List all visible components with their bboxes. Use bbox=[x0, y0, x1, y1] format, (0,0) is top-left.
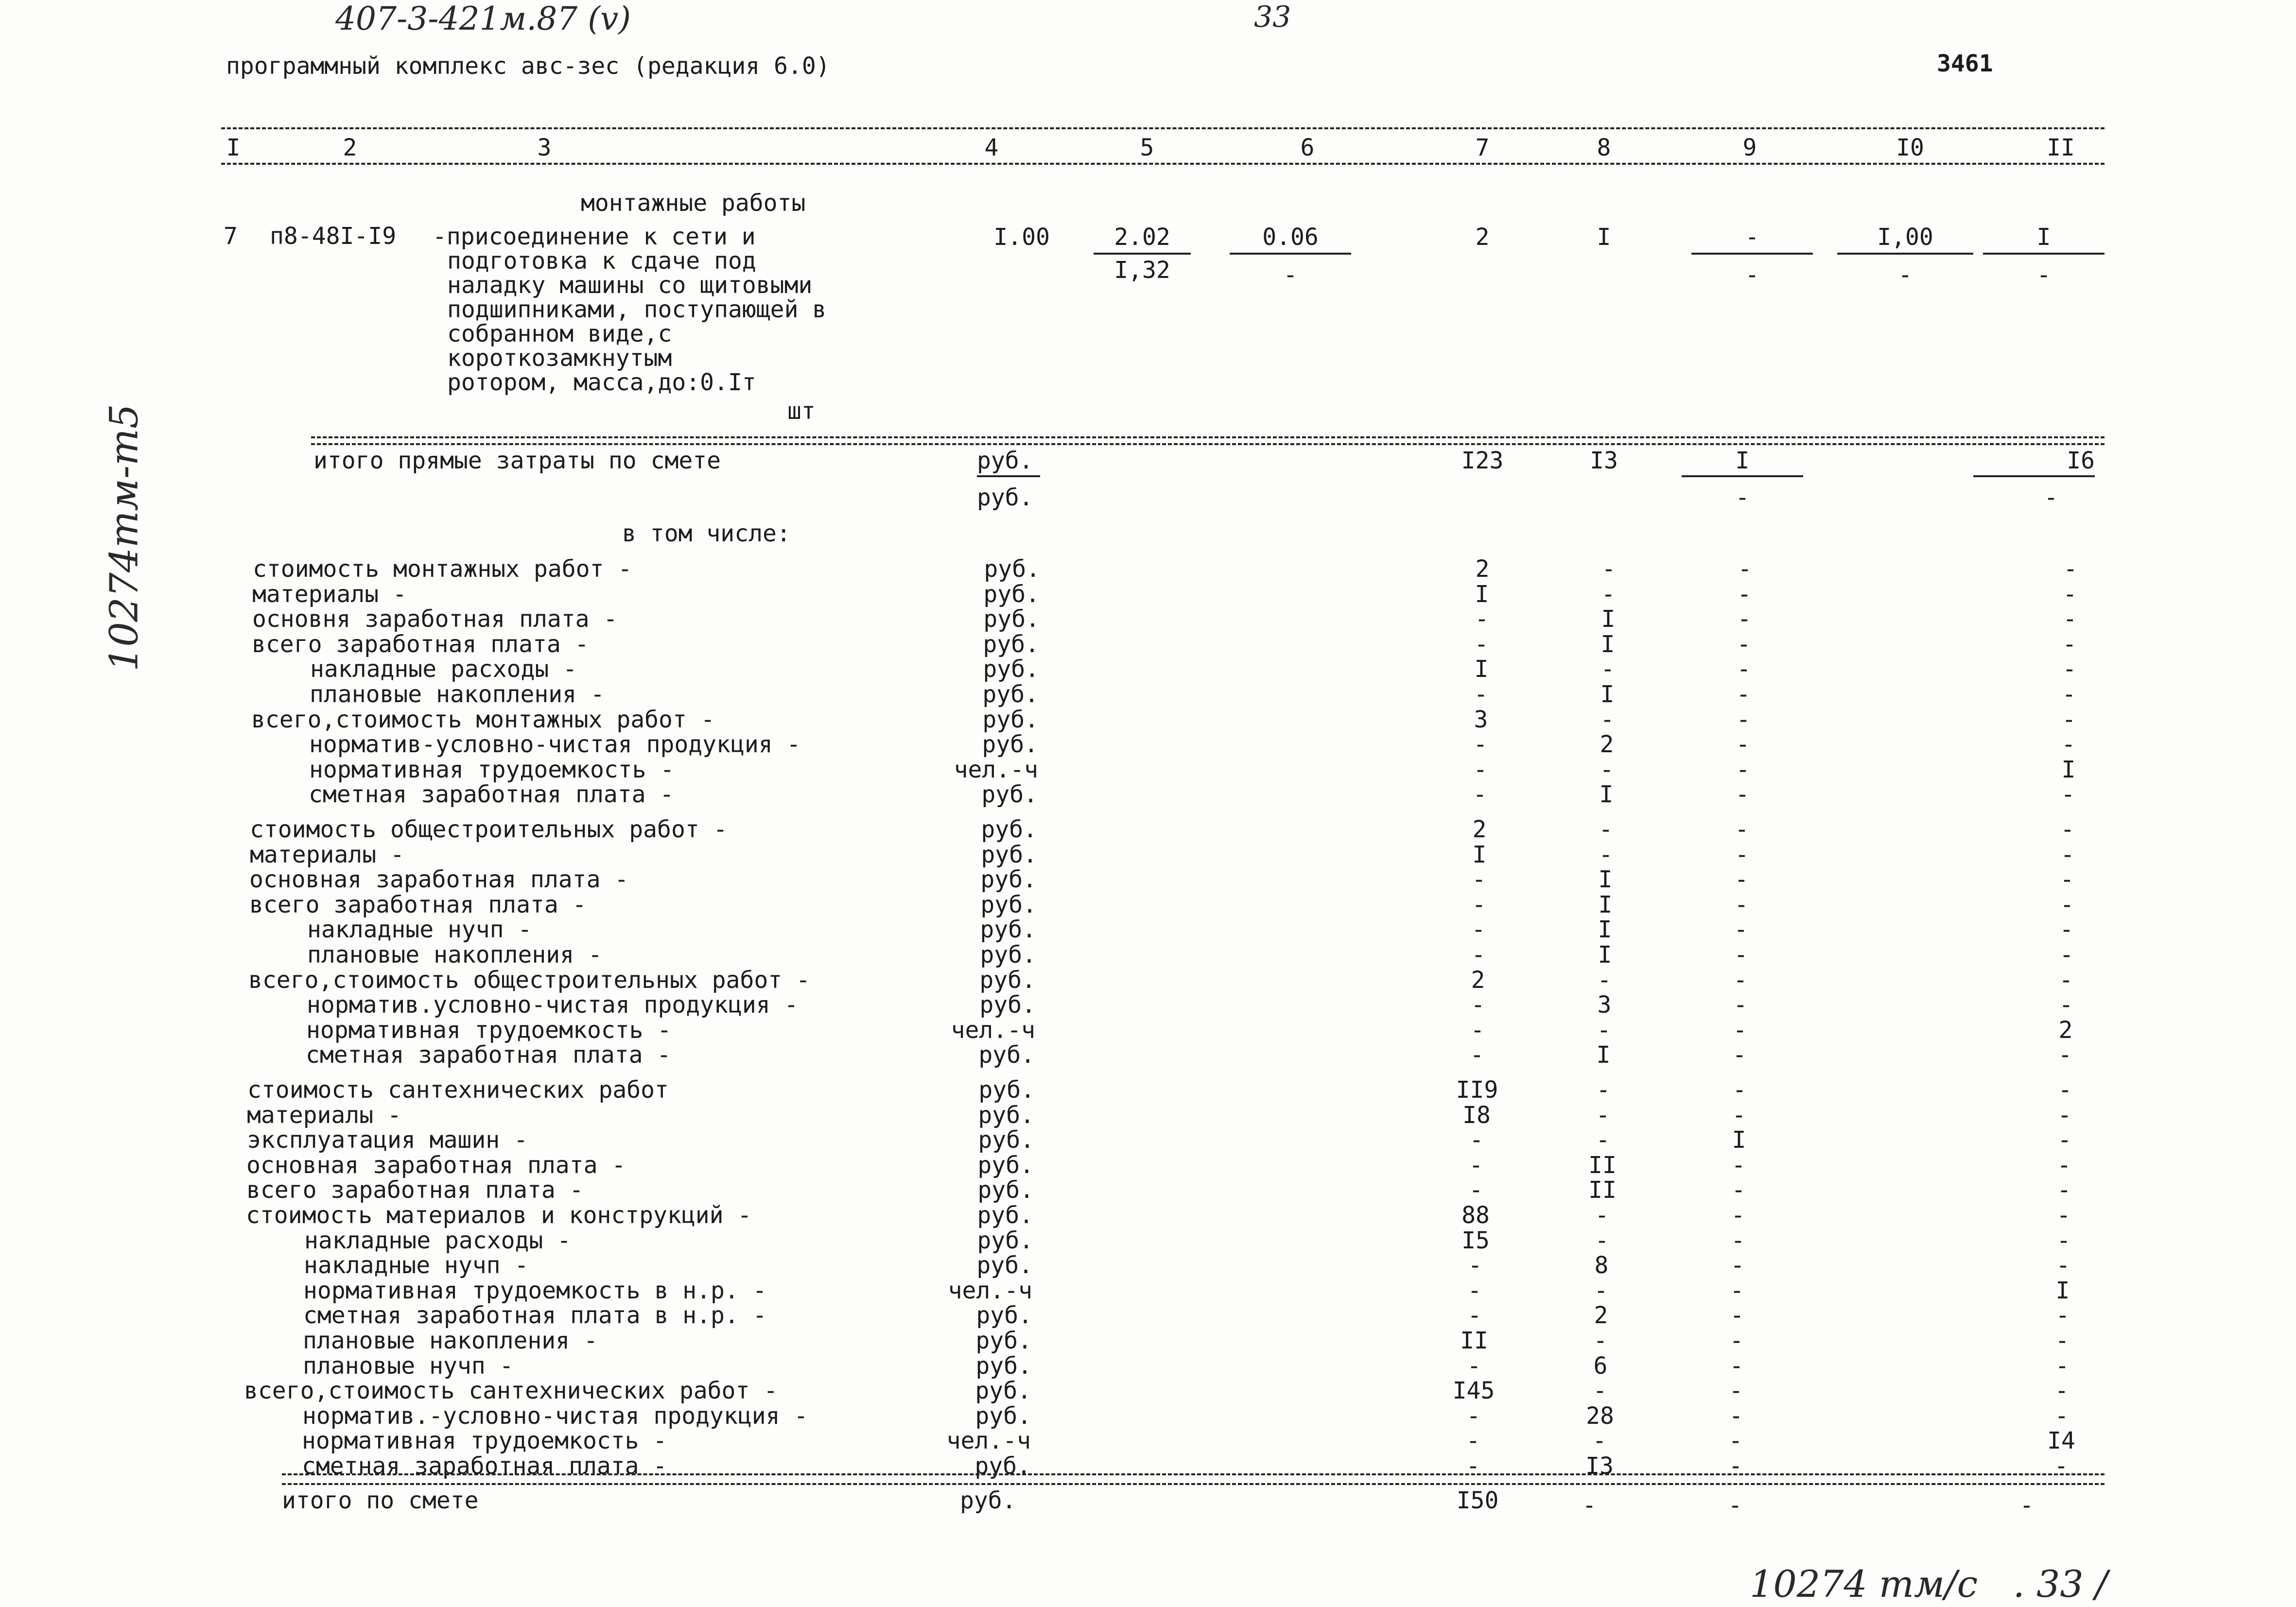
row-unit: руб. bbox=[980, 941, 1036, 968]
row-col7: I bbox=[1474, 656, 1489, 683]
item-quantity: I.00 bbox=[993, 224, 1050, 251]
column-header-2: 2 bbox=[343, 134, 357, 161]
row-col8: I bbox=[1598, 941, 1612, 968]
row-unit: руб. bbox=[980, 866, 1037, 893]
row-col8: 6 bbox=[1593, 1352, 1608, 1380]
row-col9: - bbox=[1732, 1041, 1747, 1069]
row-label: материалы - bbox=[250, 841, 404, 868]
row-col9: - bbox=[1730, 1252, 1745, 1279]
row-col7: I5 bbox=[1461, 1227, 1490, 1254]
row-col11: - bbox=[2060, 816, 2075, 843]
item-description-line: собранном виде,с bbox=[447, 320, 672, 347]
item-col5-top: 2.02 bbox=[1114, 224, 1170, 251]
row-col7: - bbox=[1468, 1252, 1482, 1279]
row-col9: - bbox=[1734, 916, 1748, 943]
row-unit: руб. bbox=[978, 1102, 1034, 1129]
row-unit: руб. bbox=[982, 706, 1039, 733]
row-col7: - bbox=[1467, 1302, 1482, 1329]
row-col8: I3 bbox=[1585, 1452, 1614, 1480]
row-col11: - bbox=[2060, 891, 2074, 918]
row-label: накладные нучп - bbox=[304, 1252, 529, 1279]
row-unit: руб. bbox=[983, 581, 1040, 608]
row-unit: руб. bbox=[977, 1202, 1033, 1229]
item-unit: шт bbox=[787, 397, 816, 425]
row-col8: - bbox=[1599, 841, 1613, 868]
row-col11: - bbox=[2059, 967, 2073, 994]
grand-total-col8: - bbox=[1582, 1492, 1597, 1519]
row-unit: руб. bbox=[979, 991, 1036, 1019]
item-number: 7 bbox=[224, 223, 238, 250]
item-col10-bottom: - bbox=[1898, 261, 1913, 289]
item-col10-rule bbox=[1837, 253, 1973, 255]
row-label: стоимость материалов и конструкций - bbox=[246, 1202, 752, 1229]
row-unit: руб. bbox=[980, 916, 1036, 943]
row-label: норматив-условно-чистая продукция - bbox=[309, 731, 801, 758]
row-col7: - bbox=[1472, 866, 1486, 893]
row-label: материалы - bbox=[252, 581, 407, 608]
row-unit: руб. bbox=[977, 1152, 1034, 1179]
row-col7: - bbox=[1466, 1452, 1480, 1480]
item-code: п8-48I-I9 bbox=[270, 223, 397, 250]
row-col8: - bbox=[1592, 1427, 1607, 1454]
row-unit: руб. bbox=[983, 605, 1040, 633]
row-col7: - bbox=[1471, 991, 1485, 1019]
item-description-line: ротором, масса,до:0.Iт bbox=[447, 369, 756, 396]
row-col11: - bbox=[2061, 781, 2075, 808]
row-label: основная заработная плата - bbox=[246, 1152, 626, 1179]
item-description bbox=[433, 223, 827, 396]
row-col8: 2 bbox=[1600, 731, 1614, 758]
column-header-7: 7 bbox=[1475, 134, 1490, 161]
row-unit: руб. bbox=[978, 1076, 1035, 1104]
row-col9: - bbox=[1728, 1452, 1743, 1480]
grand-total-second-rule bbox=[282, 1483, 2105, 1485]
direct-total-col11-top: I6 bbox=[2067, 447, 2095, 474]
row-col8: I bbox=[1600, 631, 1615, 658]
row-unit: руб. bbox=[982, 731, 1038, 758]
row-col7: I45 bbox=[1452, 1377, 1495, 1404]
item-description-line: -присоединение к сети и bbox=[433, 223, 756, 250]
row-col7: - bbox=[1470, 1017, 1485, 1044]
row-col11: 2 bbox=[2058, 1017, 2073, 1044]
row-col7: - bbox=[1474, 631, 1489, 658]
column-header-11: II bbox=[2047, 134, 2075, 161]
row-unit: руб. bbox=[982, 681, 1039, 708]
grand-total-col7: I50 bbox=[1456, 1487, 1499, 1514]
row-col8: I bbox=[1596, 1041, 1611, 1069]
row-col9: - bbox=[1736, 756, 1750, 783]
row-col9: - bbox=[1736, 681, 1751, 708]
row-col8: 2 bbox=[1594, 1302, 1608, 1329]
row-col7: - bbox=[1471, 916, 1486, 943]
row-label: всего заработная плата - bbox=[246, 1176, 584, 1204]
row-col9: - bbox=[1733, 967, 1748, 994]
row-unit: руб. bbox=[981, 816, 1037, 843]
column-header-1: I bbox=[226, 134, 241, 161]
row-label: всего,стоимость сантехнических работ - bbox=[244, 1377, 778, 1404]
row-col7: - bbox=[1469, 1152, 1483, 1179]
item-col6-bottom: - bbox=[1283, 261, 1298, 289]
row-unit: руб. bbox=[981, 841, 1037, 868]
direct-total-col11-bottom: - bbox=[2044, 484, 2058, 511]
row-label: норматив.-условно-чистая продукция - bbox=[302, 1402, 808, 1430]
item-description-line: короткозамкнутым bbox=[447, 345, 672, 372]
row-col7: 2 bbox=[1475, 555, 1490, 583]
row-label: основная заработная плата - bbox=[249, 866, 629, 893]
row-col9: - bbox=[1730, 1277, 1744, 1304]
item-col5-bottom: I,32 bbox=[1114, 257, 1170, 284]
row-col11: - bbox=[2054, 1402, 2069, 1430]
row-col11: - bbox=[2058, 1076, 2072, 1104]
row-label: всего заработная плата - bbox=[249, 891, 587, 918]
row-unit: руб. bbox=[976, 1252, 1033, 1279]
column-header-8: 8 bbox=[1597, 134, 1611, 161]
row-label: нормативная трудоемкость - bbox=[306, 1017, 672, 1044]
row-col9: - bbox=[1734, 891, 1749, 918]
row-col8: - bbox=[1593, 1377, 1607, 1404]
row-unit: чел.-ч bbox=[948, 1277, 1032, 1304]
row-label: норматив.условно-чистая продукция - bbox=[307, 991, 799, 1019]
row-col7: - bbox=[1475, 605, 1489, 633]
row-col11: - bbox=[2057, 1102, 2072, 1129]
row-label: сметная заработная плата - bbox=[309, 781, 674, 808]
row-col11: - bbox=[2056, 1252, 2070, 1279]
row-col8: - bbox=[1601, 555, 1616, 583]
header-bottom-rule bbox=[221, 163, 2105, 165]
row-col7: - bbox=[1472, 891, 1486, 918]
item-description-line: наладку машины со щитовыми bbox=[447, 272, 813, 299]
row-col11: - bbox=[2063, 555, 2078, 583]
row-label: нормативная трудоемкость - bbox=[302, 1427, 667, 1454]
row-col8: - bbox=[1596, 1102, 1610, 1129]
row-col9: - bbox=[1737, 656, 1751, 683]
grand-total-col9: - bbox=[1728, 1492, 1742, 1519]
row-col9: - bbox=[1731, 1202, 1745, 1229]
row-col11: - bbox=[2056, 1227, 2071, 1254]
row-unit: руб. bbox=[981, 781, 1038, 808]
direct-total-second-rule bbox=[311, 443, 2105, 445]
row-col8: 28 bbox=[1586, 1402, 1614, 1430]
handwritten-bottom-note: 10274 тм/с . 33 / bbox=[1750, 1562, 2108, 1606]
row-col8: 3 bbox=[1597, 991, 1612, 1019]
row-label: нормативная трудоемкость в н.р. - bbox=[303, 1277, 767, 1304]
row-col9: - bbox=[1731, 1227, 1745, 1254]
row-col7: I bbox=[1475, 581, 1489, 608]
row-label: нормативная трудоемкость - bbox=[309, 756, 675, 783]
row-col11: - bbox=[2055, 1302, 2070, 1329]
row-col9: - bbox=[1731, 1176, 1746, 1204]
direct-total-col9-bottom: - bbox=[1735, 484, 1750, 511]
row-col7: - bbox=[1466, 1427, 1480, 1454]
row-col11: - bbox=[2062, 706, 2076, 733]
row-label: основня заработная плата - bbox=[252, 605, 618, 633]
row-col8: - bbox=[1597, 1017, 1611, 1044]
row-col9: - bbox=[1734, 941, 1748, 968]
row-col7: II9 bbox=[1456, 1076, 1498, 1104]
item-col11-bottom: - bbox=[2036, 261, 2051, 289]
row-col7: - bbox=[1473, 756, 1488, 783]
row-col8: I bbox=[1599, 781, 1614, 808]
row-col8: - bbox=[1597, 967, 1612, 994]
handwritten-side-note: 10274тм-т5 bbox=[101, 404, 147, 672]
row-col8: 8 bbox=[1594, 1252, 1609, 1279]
row-label: сметная заработная плата - bbox=[302, 1452, 667, 1480]
direct-total-col7: I23 bbox=[1461, 447, 1504, 474]
row-col7: - bbox=[1470, 1041, 1484, 1069]
row-unit: чел.-ч bbox=[951, 1017, 1035, 1044]
item-col5-rule bbox=[1094, 253, 1191, 255]
row-col9: - bbox=[1737, 631, 1751, 658]
column-header-5: 5 bbox=[1140, 134, 1154, 161]
row-col9: - bbox=[1729, 1327, 1744, 1354]
row-unit: руб. bbox=[983, 656, 1039, 683]
row-col9: - bbox=[1737, 605, 1752, 633]
row-unit: руб. bbox=[975, 1327, 1032, 1354]
column-header-6: 6 bbox=[1300, 134, 1315, 161]
row-col8: II bbox=[1588, 1152, 1617, 1179]
row-col7: - bbox=[1469, 1126, 1484, 1154]
row-col9: - bbox=[1733, 991, 1748, 1019]
row-col7: - bbox=[1469, 1176, 1483, 1204]
row-label: плановые накопления - bbox=[303, 1327, 598, 1354]
row-col9: - bbox=[1731, 1152, 1746, 1179]
row-unit: руб. bbox=[975, 1352, 1032, 1380]
row-col7: - bbox=[1467, 1352, 1481, 1380]
row-col9: - bbox=[1737, 581, 1752, 608]
item-col11-top: I bbox=[2036, 224, 2051, 251]
row-col11: - bbox=[2058, 1041, 2072, 1069]
row-col8: - bbox=[1599, 816, 1613, 843]
row-label: эксплуатация машин - bbox=[247, 1126, 528, 1154]
row-col9: - bbox=[1735, 816, 1749, 843]
row-col8: I bbox=[1600, 681, 1615, 708]
row-col11: - bbox=[2059, 916, 2074, 943]
row-label: накладные расходы - bbox=[304, 1227, 572, 1254]
row-col11: - bbox=[2057, 1152, 2071, 1179]
direct-total-unit-rule bbox=[977, 475, 1040, 477]
row-col9: - bbox=[1735, 841, 1749, 868]
row-col7: II bbox=[1460, 1327, 1488, 1354]
row-unit: руб. bbox=[983, 631, 1039, 658]
grand-total-col11: - bbox=[2019, 1492, 2034, 1519]
row-unit: руб. bbox=[979, 967, 1036, 994]
row-unit: чел.-ч bbox=[946, 1427, 1031, 1454]
row-label: сметная заработная плата - bbox=[306, 1041, 671, 1069]
row-col7: - bbox=[1473, 731, 1488, 758]
row-col9: - bbox=[1738, 555, 1752, 583]
row-col11: - bbox=[2062, 656, 2077, 683]
row-unit: руб. bbox=[976, 1302, 1032, 1329]
row-col8: - bbox=[1600, 656, 1615, 683]
row-col7: 88 bbox=[1461, 1202, 1490, 1229]
row-col9: - bbox=[1730, 1302, 1744, 1329]
row-col11: - bbox=[2059, 941, 2074, 968]
row-col9: - bbox=[1735, 781, 1750, 808]
row-col9: - bbox=[1733, 1017, 1747, 1044]
row-col8: - bbox=[1600, 706, 1615, 733]
row-col11: - bbox=[2063, 581, 2077, 608]
item-col10-top: I,00 bbox=[1877, 224, 1933, 251]
direct-total-unit-second: руб. bbox=[977, 484, 1033, 511]
grand-total-label: итого по смете bbox=[282, 1487, 479, 1514]
row-label: стоимость монтажных работ - bbox=[253, 555, 632, 583]
row-col8: I bbox=[1598, 916, 1612, 943]
direct-total-col11-rule bbox=[1973, 475, 2095, 477]
row-unit: руб. bbox=[977, 1176, 1034, 1204]
direct-total-top-rule bbox=[311, 436, 2105, 438]
row-col8: - bbox=[1596, 1126, 1610, 1154]
column-header-4: 4 bbox=[984, 134, 999, 161]
row-col11: I4 bbox=[2047, 1427, 2075, 1454]
row-col11: - bbox=[2060, 866, 2074, 893]
row-unit: руб. bbox=[984, 555, 1040, 583]
row-col9: I bbox=[1732, 1126, 1746, 1154]
row-col7: 2 bbox=[1472, 816, 1487, 843]
row-label: всего заработная плата - bbox=[252, 631, 589, 658]
direct-total-col8: I3 bbox=[1590, 447, 1618, 474]
row-col8: I bbox=[1598, 891, 1613, 918]
row-label: плановые накопления - bbox=[307, 941, 602, 968]
row-col11: - bbox=[2062, 681, 2076, 708]
row-col8: - bbox=[1595, 1227, 1609, 1254]
row-col11: - bbox=[2057, 1176, 2071, 1204]
row-col7: 2 bbox=[1471, 967, 1485, 994]
row-col11: - bbox=[2060, 841, 2075, 868]
column-header-9: 9 bbox=[1742, 134, 1757, 161]
row-col9: - bbox=[1729, 1402, 1743, 1430]
item-description-line: подготовка к сдаче под bbox=[447, 247, 756, 275]
column-header-3: 3 bbox=[537, 134, 552, 161]
row-unit: руб. bbox=[978, 1126, 1034, 1154]
row-col11: - bbox=[2054, 1377, 2069, 1404]
row-col11: - bbox=[2062, 631, 2077, 658]
row-unit: руб. bbox=[975, 1377, 1031, 1404]
row-unit: руб. bbox=[977, 1227, 1033, 1254]
row-unit: чел.-ч bbox=[954, 756, 1038, 783]
row-col7: - bbox=[1467, 1277, 1482, 1304]
row-label: накладные нучп - bbox=[307, 916, 532, 943]
row-col11: - bbox=[2055, 1352, 2070, 1380]
handwritten-page-number: 33 bbox=[1254, 0, 1291, 34]
including-label: в том числе: bbox=[622, 520, 791, 547]
item-col9-rule bbox=[1691, 253, 1813, 255]
row-col7: I8 bbox=[1462, 1102, 1491, 1129]
row-col8: I bbox=[1598, 866, 1613, 893]
row-label: стоимость общестроительных работ - bbox=[250, 816, 728, 843]
row-col11: - bbox=[2059, 991, 2073, 1019]
row-col7: - bbox=[1473, 781, 1487, 808]
row-col9: - bbox=[1729, 1377, 1743, 1404]
item-col11-rule bbox=[1983, 253, 2105, 255]
header-top-rule bbox=[221, 127, 2105, 129]
row-col9: - bbox=[1729, 1352, 1744, 1380]
item-col6-top: 0.06 bbox=[1262, 224, 1319, 251]
row-col7: I bbox=[1472, 841, 1487, 868]
row-unit: руб. bbox=[980, 891, 1037, 918]
grand-total-unit: руб. bbox=[960, 1487, 1016, 1514]
row-col11: I bbox=[2055, 1277, 2070, 1304]
row-col9: - bbox=[1736, 731, 1750, 758]
row-label: всего,стоимость монтажных работ - bbox=[251, 706, 715, 733]
row-col8: - bbox=[1600, 756, 1614, 783]
row-col11: - bbox=[2057, 1126, 2072, 1154]
column-header-10: I0 bbox=[1896, 134, 1924, 161]
row-col8: I bbox=[1601, 605, 1616, 633]
row-col11: I bbox=[2061, 756, 2076, 783]
row-unit: руб. bbox=[974, 1452, 1031, 1480]
row-col8: - bbox=[1594, 1277, 1608, 1304]
row-col7: - bbox=[1474, 681, 1488, 708]
row-label: сметная заработная плата в н.р. - bbox=[303, 1302, 767, 1329]
row-label: плановые накопления - bbox=[310, 681, 605, 708]
row-col9: - bbox=[1736, 706, 1751, 733]
direct-total-col9-top: I bbox=[1735, 447, 1750, 474]
row-col11: - bbox=[2054, 1452, 2069, 1480]
row-col11: - bbox=[2056, 1202, 2071, 1229]
row-label: всего,стоимость общестроительных работ - bbox=[248, 967, 810, 994]
row-label: накладные расходы - bbox=[310, 656, 577, 683]
row-label: стоимость сантехнических работ bbox=[247, 1076, 669, 1104]
direct-total-label: итого прямые затраты по смете bbox=[313, 447, 721, 474]
direct-total-col9-rule bbox=[1682, 475, 1803, 477]
row-col7: 3 bbox=[1474, 706, 1488, 733]
row-col11: - bbox=[2061, 731, 2076, 758]
item-description-line: подшипниками, поступающей в bbox=[447, 296, 827, 323]
item-col9-top: - bbox=[1745, 224, 1759, 251]
item-col7: 2 bbox=[1475, 224, 1490, 251]
row-col9: - bbox=[1732, 1076, 1747, 1104]
row-col8: - bbox=[1595, 1202, 1609, 1229]
row-col8: - bbox=[1593, 1327, 1608, 1354]
row-col7: - bbox=[1471, 941, 1486, 968]
row-col8: - bbox=[1601, 581, 1616, 608]
row-label: материалы - bbox=[247, 1102, 401, 1129]
row-col9: - bbox=[1734, 866, 1749, 893]
row-col9: - bbox=[1728, 1427, 1743, 1454]
handwritten-reference: 407-3-421м.87 (v) bbox=[335, 0, 631, 37]
direct-total-unit: руб. bbox=[977, 447, 1033, 474]
row-col7: - bbox=[1466, 1402, 1481, 1430]
page-number: 3461 bbox=[1937, 50, 1993, 77]
row-unit: руб. bbox=[978, 1041, 1035, 1069]
row-col9: - bbox=[1732, 1102, 1746, 1129]
row-label: плановые нучп - bbox=[303, 1352, 514, 1380]
program-header: программный комплекс авс-зес (редакция 6.0) bbox=[226, 52, 830, 80]
row-col8: - bbox=[1596, 1076, 1611, 1104]
grand-total-top-rule bbox=[282, 1473, 2105, 1475]
row-col8: II bbox=[1588, 1176, 1617, 1204]
section-title: монтажные работы bbox=[581, 190, 806, 217]
item-col8: I bbox=[1597, 224, 1611, 251]
row-col11: - bbox=[2063, 605, 2077, 633]
item-col9-bottom: - bbox=[1745, 261, 1759, 289]
item-col6-rule bbox=[1230, 253, 1351, 255]
row-unit: руб. bbox=[975, 1402, 1031, 1430]
row-col11: - bbox=[2055, 1327, 2070, 1354]
